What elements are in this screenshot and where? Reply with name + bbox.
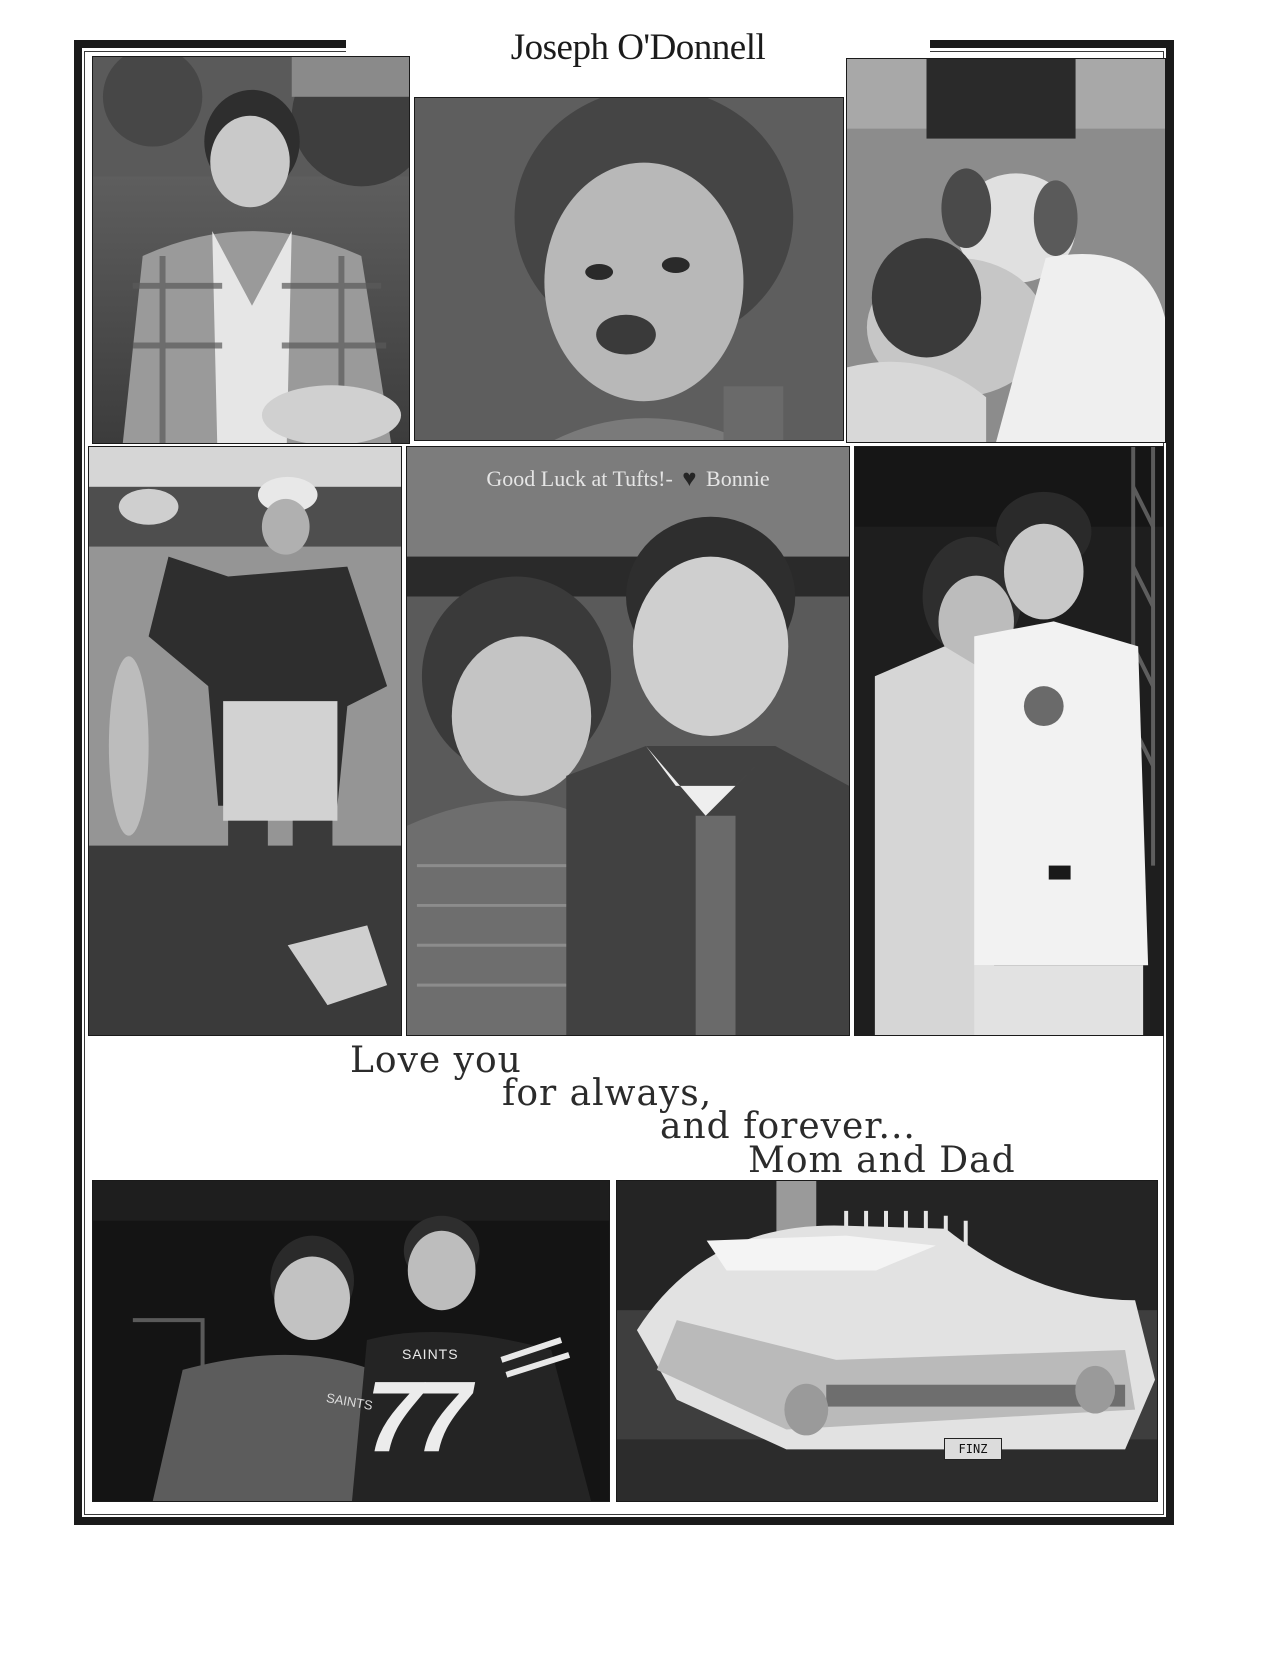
- caption-text-left: Good Luck at Tufts!-: [486, 466, 673, 491]
- photo-young-man-plaid-jacket: [92, 56, 410, 444]
- jersey-number: 77: [366, 1361, 466, 1473]
- photo-mother-and-son: [854, 446, 1164, 1036]
- heart-icon: ♥: [682, 466, 697, 492]
- license-plate: FINZ: [944, 1438, 1002, 1460]
- message-signature: Mom and Dad: [748, 1140, 1016, 1181]
- message-line-3: and forever...: [660, 1106, 916, 1147]
- photo-caption-good-luck: [406, 466, 850, 493]
- photo-child-with-dog: [846, 58, 1166, 443]
- photo-father-and-football-player: [92, 1180, 610, 1502]
- caption-text-right: Bonnie: [706, 466, 770, 491]
- photo-classic-car: [616, 1180, 1158, 1502]
- photo-boy-holding-fish: [88, 446, 402, 1036]
- shirt-team-name: SAINTS: [325, 1390, 374, 1413]
- message-line-2: for always,: [502, 1073, 713, 1114]
- photo-girl-and-boy: [406, 446, 850, 1036]
- photo-toddler-closeup: [414, 97, 844, 441]
- jersey-team-name: SAINTS: [402, 1346, 459, 1362]
- page-title: Joseph O'Donnell: [510, 27, 766, 68]
- message-line-1: Love you: [350, 1040, 522, 1081]
